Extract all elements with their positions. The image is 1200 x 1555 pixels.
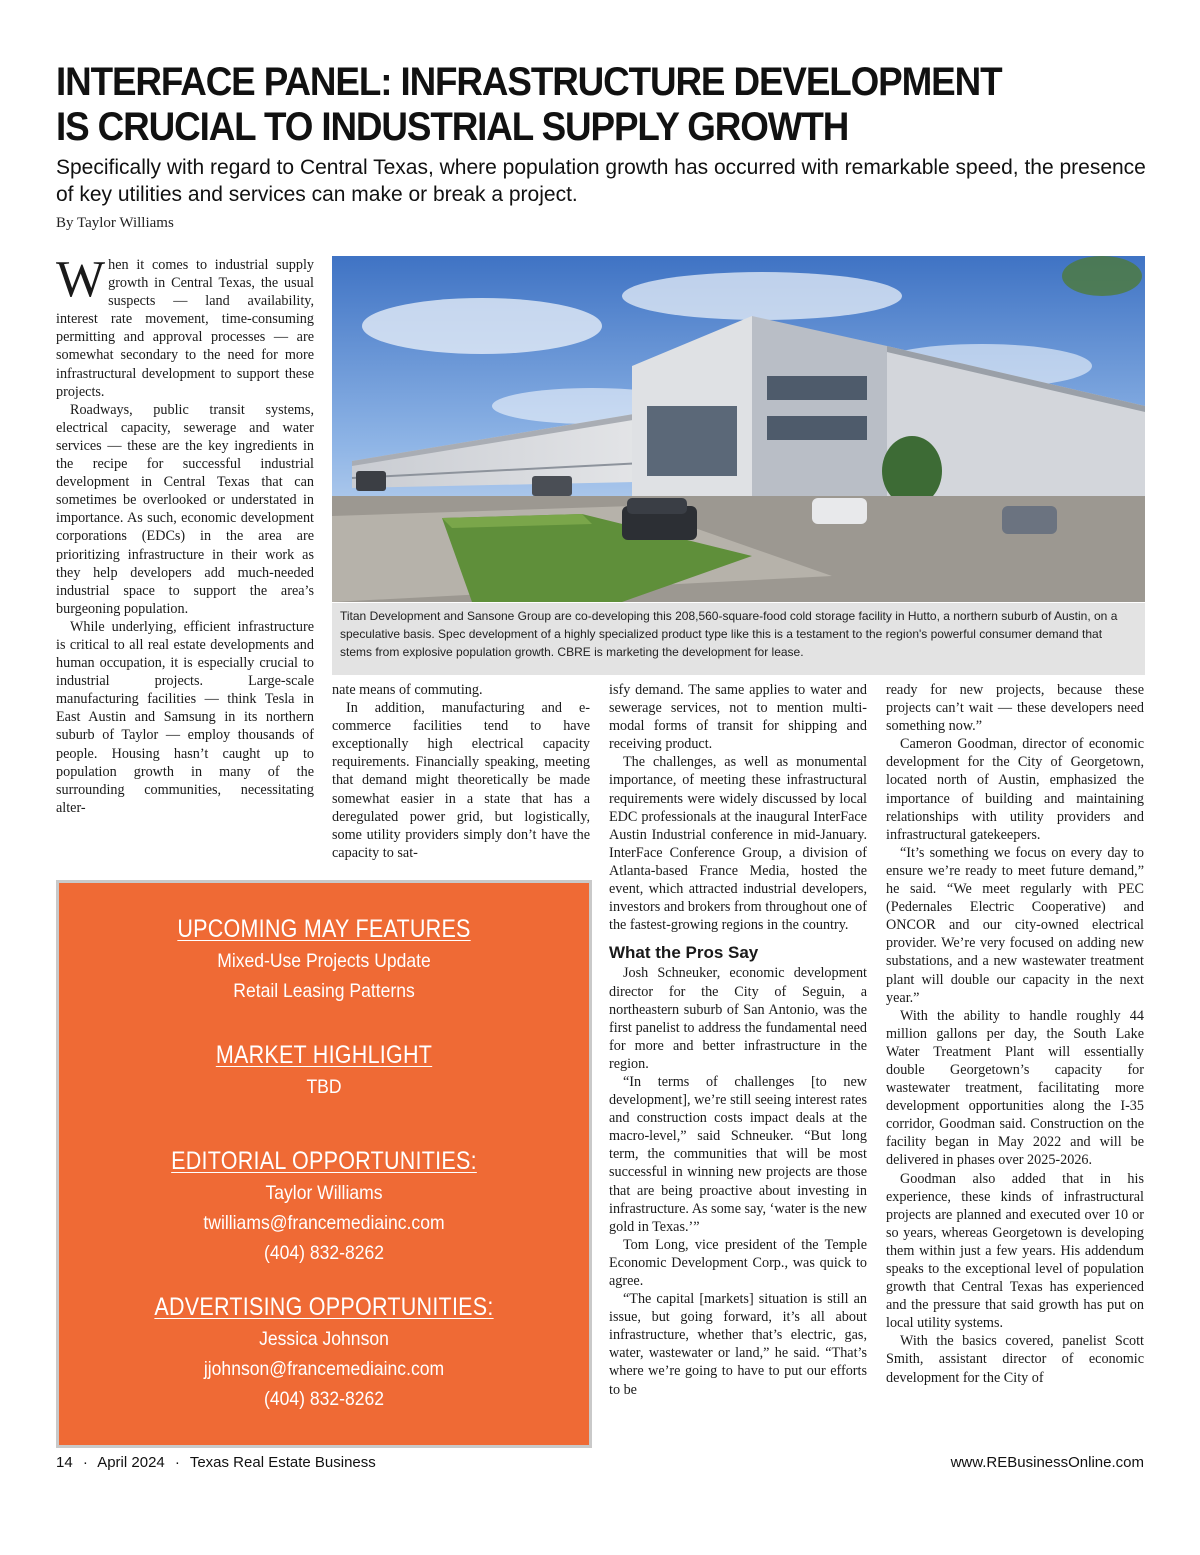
page-number: 14 [56,1454,73,1471]
paragraph: Goodman also added that in his experience, these kinds of infrastructural projects are planned and executed over 10 or so years, whereas Georgetown is developing them within just a few years. His addendum speaks to the exceptional level of population growth that Central Texas has experienced and the pressure that said growth has put on local utility systems. [886,1170,1144,1332]
footer-separator: · [174,1454,180,1471]
editorial-phone: (404) 832-8262 [263,1242,385,1264]
publication-name: Texas Real Estate Business [189,1454,376,1471]
features-title: UPCOMING MAY FEATURES [177,915,471,943]
market-value: TBD [306,1076,342,1098]
features-section [59,915,589,1006]
column-4 [886,681,1144,1387]
building-illustration [332,256,1145,602]
paragraph: With the basics covered, panelist Scott Smith, assistant director of economic development for the City of [886,1333,1144,1386]
editorial-contact-name: Taylor Williams [265,1182,383,1204]
byline: By Taylor Williams [56,215,174,231]
paragraph: Cameron Goodman, director of economic development for the City of Georgetown, located north of Austin, emphasized the importance of building and maintaining relationships with utility providers and infrastructural gatekeepers. [886,736,1144,843]
facility-rendering-photo [332,256,1145,602]
paragraph: isfy demand. The same applies to water and sewerage services, not to mention multi-modal forms of transit for shipping and receiving product. [609,682,867,753]
paragraph: ready for new projects, because these projects can’t wait — these developers need something now.” [886,682,1144,735]
advertising-section [59,1293,589,1414]
paragraph: The challenges, as well as monumental importance, of meeting these infrastructural requirements were widely discussed by local EDC professionals at the inaugural InterFace Austin Industrial conference in mid-January. InterFace Conference Group, a division of Atlanta-based France Media, hosted the event, which attracted industrial developers, investors and brokers from throughout one of the fastest-growing regions in the country. [609,754,867,934]
upcoming-features-box [56,880,592,1448]
paragraph: With the ability to handle roughly 44 million gallons per day, the South Lake Water Treatment Plant will essentially double Georgetown’s capacity for wastewater treatment, facilitating more development opportunities along the I-35 corridor, Goodman said. Construction on the facility began in May 2022 and will be delivered in phases over 2025-2026. [886,1007,1144,1169]
column-1 [56,251,314,817]
section-heading: What the Pros Say [609,943,759,963]
photo-caption: Titan Development and Sansone Group are co-developing this 208,560-square-food cold storage facility in Hutto, a northern suburb of Austin, on a speculative basis. Spec development of a highly specialized product type like this is a testament to the region's powerful consumer demand that stems from explosive population growth. CBRE is marketing the development for lease. [332,603,1145,675]
paragraph: “It’s something we focus on every day to ensure we’re ready to meet future demand,” he said. “We meet regularly with PEC (Pedernales Electric Cooperative) and ONCOR and our city-owned electrical provider. We’re very focused on adding new substations, and a new wastewater treatment plant will double our capacity in the next year.” [886,844,1144,1006]
paragraph: “The capital [markets] situation is still an issue, but going forward, it’s all about infrastructure, whether that’s electric, gas, water, wastewater or land,” he said. “That’s where we’re going to have to put our efforts to be [609,1291,867,1398]
paragraph: While underlying, efficient infrastructure is critical to all real estate developments and human occupation, it is especially crucial to industrial projects. Large-scale manufacturing facilities — think Tesla in East Austin and Samsung in its northern suburb of Taylor — employ thousands of people. Housing hasn’t caught up to population growth in many of the surrounding communities, necessitating alter- [56,618,314,816]
feature-item: Mixed-Use Projects Update [217,950,431,972]
advertising-title: ADVERTISING OPPORTUNITIES: [154,1293,494,1321]
paragraph: Josh Schneuker, economic development director for the City of Seguin, a northeastern suburb of San Antonio, was the first panelist to address the fundamental need for more and better infrastructure in the region. [609,965,867,1072]
editorial-section [59,1147,589,1268]
paragraph [56,251,314,401]
headline-line-2: IS CRUCIAL TO INDUSTRIAL SUPPLY GROWTH [56,105,849,149]
paragraph: In addition, manufacturing and e-commerce facilities tend to have exceptionally high electrical capacity requirements. Financially speaking, meeting that demand might theoretically be made somewhat easier in a state that has a deregulated power grid, but logistically, some utility providers simply don’t have the capacity to sat- [332,700,590,861]
footer-separator: · [82,1454,88,1471]
feature-item: Retail Leasing Patterns [233,980,415,1002]
advertising-email-link[interactable]: jjohnson@francemediainc.com [203,1358,445,1380]
column-2 [332,681,590,862]
paragraph: nate means of commuting. [332,682,483,698]
market-section [59,1041,589,1102]
headline-line-1: INTERFACE PANEL: INFRASTRUCTURE DEVELOPMENT [56,60,1002,104]
paragraph: Roadways, public transit systems, electrical capacity, sewerage and water services — these are the key ingredients in the recipe for successful industrial development in Central Texas that can sometimes be overlooked or understated in importance. As such, economic development corporations (EDCs) in the area are prioritizing infrastructure in their work as they help developers add much-needed industrial space to support the area’s burgeoning population. [56,401,314,617]
editorial-title: EDITORIAL OPPORTUNITIES: [171,1147,477,1175]
market-title: MARKET HIGHLIGHT [215,1041,433,1069]
advertising-contact-name: Jessica Johnson [259,1328,389,1350]
advertising-phone: (404) 832-8262 [263,1388,385,1410]
paragraph-text: hen it comes to industrial supply growth in Central Texas, the usual suspects — land availability, interest rate movement, time-consuming permitting and approval processes — are somewhat secondary to the need for more infrastructural development to support these projects. [56,257,314,400]
editorial-email-link[interactable]: twilliams@francemediainc.com [203,1212,445,1234]
paragraph: “In terms of challenges [to new development], we’re still seeing interest rates and construction costs impact deals at the macro-level,” said Schneuker. “But long term, the communities that will be most successful in winning new projects are those that are being proactive about investing in infrastructure. As some say, ‘water is the new gold in Texas.’” [609,1073,867,1235]
issue-date: April 2024 [97,1454,165,1471]
article-subhead: Specifically with regard to Central Texas, where population growth has occurred with remarkable speed, the presence of key utilities and services can make or break a project. [56,156,1146,206]
drop-cap: W [56,251,106,308]
paragraph: Tom Long, vice president of the Temple Economic Development Corp., was quick to agree. [609,1236,867,1289]
article-headline [56,60,1068,150]
page-footer-left [56,1454,376,1471]
website-link[interactable]: www.REBusinessOnline.com [950,1454,1144,1471]
column-3 [609,681,867,1399]
